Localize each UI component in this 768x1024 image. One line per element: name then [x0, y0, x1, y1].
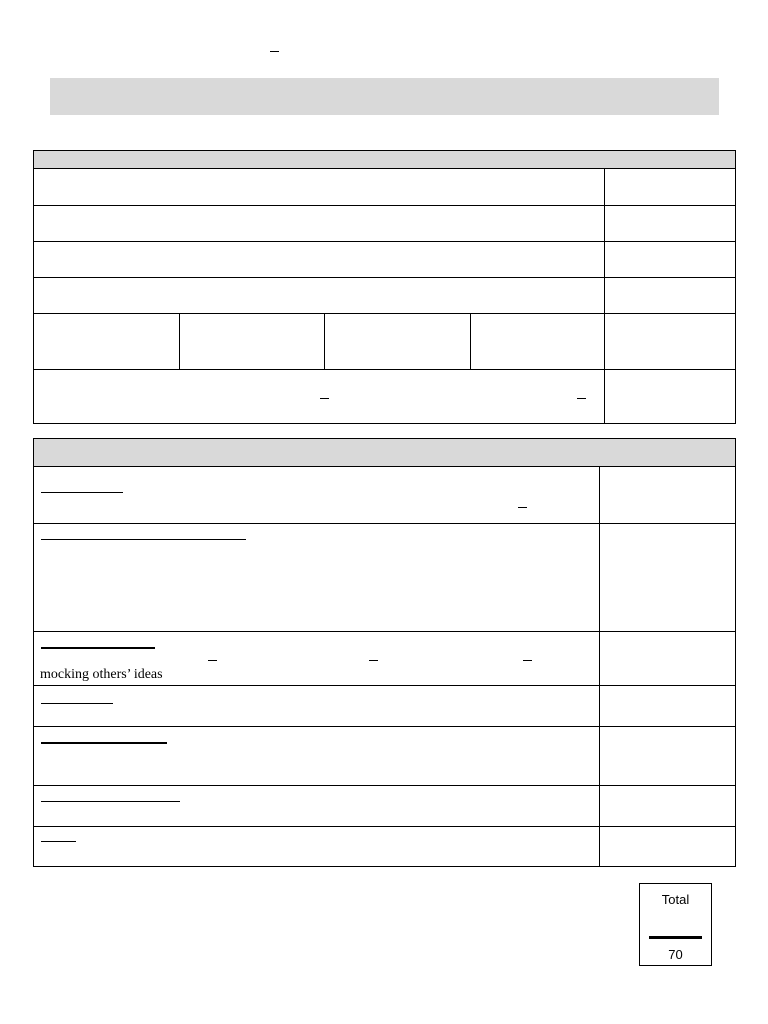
rubric-row-1-score[interactable]: [600, 467, 736, 524]
info-row-3[interactable]: [34, 242, 605, 278]
rubric-row-7-score[interactable]: [600, 827, 736, 867]
rubric-row-6-heading-underline: [41, 801, 180, 802]
rubric-row-3-conduct-text: mocking others’ ideas: [40, 667, 163, 682]
rubric-row-1-dash-mark: [518, 507, 527, 508]
student-info-table: [33, 150, 736, 424]
info-grid-score[interactable]: [605, 314, 736, 370]
info-row-2-score[interactable]: [605, 206, 736, 242]
section2-header: [34, 439, 736, 467]
rubric-row-2: [34, 524, 600, 632]
rubric-row-4-score[interactable]: [600, 686, 736, 727]
total-max-score: 70: [668, 947, 683, 962]
rubric-row-7: [34, 827, 600, 867]
rubric-row-2-heading-underline: [41, 539, 246, 540]
rubric-row-6: [34, 786, 600, 827]
rubric-row-1: [34, 467, 600, 524]
rubric-row-4-heading-underline: [41, 703, 113, 704]
total-score-line: [649, 936, 702, 939]
info-grid-cell-4[interactable]: [471, 314, 605, 370]
info-row-4[interactable]: [34, 278, 605, 314]
rubric-row-3-dash-mark-1: [208, 660, 217, 661]
section1-header: [34, 151, 736, 169]
row6-dash-mark-1: [320, 398, 329, 399]
total-score-box[interactable]: [639, 883, 712, 966]
info-row-2[interactable]: [34, 206, 605, 242]
row6-dash-mark-2: [577, 398, 586, 399]
rubric-row-5-score[interactable]: [600, 727, 736, 786]
total-label: Total: [661, 892, 690, 907]
info-grid-cell-2[interactable]: [180, 314, 325, 370]
rubric-row-5: [34, 727, 600, 786]
rubric-row-6-score[interactable]: [600, 786, 736, 827]
rubric-table: [33, 438, 736, 867]
rubric-row-3-score[interactable]: [600, 632, 736, 686]
rubric-row-5-heading-underline: [41, 742, 167, 744]
info-grid-cell-3[interactable]: [325, 314, 471, 370]
rubric-row-3-dash-mark-2: [369, 660, 378, 661]
info-row-3-score[interactable]: [605, 242, 736, 278]
rubric-row-4: [34, 686, 600, 727]
header-dash-mark: [270, 51, 279, 52]
info-row-6-score[interactable]: [605, 370, 736, 424]
rubric-row-3: [34, 632, 600, 686]
info-row-6[interactable]: [34, 370, 605, 424]
title-banner: [50, 78, 719, 115]
info-row-1-score[interactable]: [605, 169, 736, 206]
rubric-row-3-heading-underline: [41, 647, 155, 649]
info-grid-cell-1[interactable]: [34, 314, 180, 370]
rubric-row-1-heading-underline: [41, 492, 123, 493]
rubric-row-2-score[interactable]: [600, 524, 736, 632]
rubric-row-3-dash-mark-3: [523, 660, 532, 661]
info-row-4-score[interactable]: [605, 278, 736, 314]
rubric-row-7-heading-underline: [41, 841, 76, 842]
info-row-1[interactable]: [34, 169, 605, 206]
